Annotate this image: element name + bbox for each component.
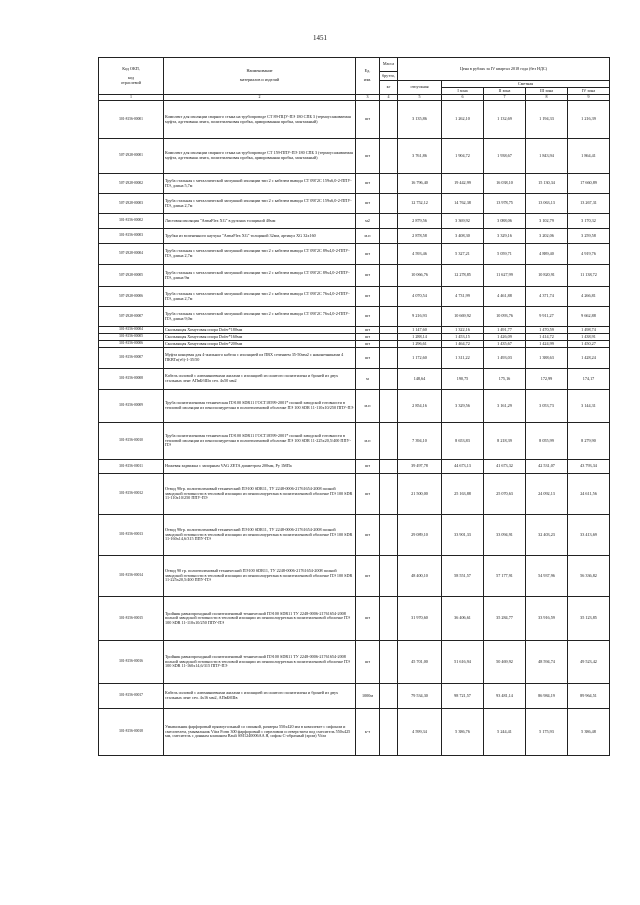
table-cell-zone1-price: 1 322,16 <box>442 327 484 334</box>
table-cell-zone4-price: 1 438,91 <box>568 334 610 341</box>
table-cell-zone4-price: 3 144,31 <box>568 390 610 423</box>
table-cell-zone4-price: 13 267,31 <box>568 194 610 214</box>
table-cell-code: 301-8156-00001 <box>99 101 164 139</box>
table-cell-zone3-price: 1 194,33 <box>526 101 568 139</box>
table-row <box>99 597 610 641</box>
table-cell-code: 507-2928-00006 <box>99 287 164 307</box>
table-cell-code: 301-8156-00010 <box>99 423 164 460</box>
table-cell-mass <box>380 709 398 756</box>
table-cell-zone3-price: 48 594,74 <box>526 641 568 684</box>
table-cell-release-price: 31 970,60 <box>398 597 442 641</box>
table-cell-code: 507-2928-00003 <box>99 194 164 214</box>
table-cell-release-price: 3 135,86 <box>398 101 442 139</box>
table-cell-zone1-price: 5 327,21 <box>442 244 484 265</box>
table-cell-release-price: 1 296,61 <box>398 341 442 348</box>
table-row <box>99 139 610 174</box>
table-cell-code: 301-8156-00012 <box>99 474 164 515</box>
table-cell-unit: шт <box>356 265 380 287</box>
table-cell-zone4-price: 24 611,56 <box>568 474 610 515</box>
table-cell-zone4-price: 11 138,72 <box>568 265 610 287</box>
table-cell-mass <box>380 423 398 460</box>
table-cell-unit: шт <box>356 597 380 641</box>
table-cell-zone1-price: 1 464,72 <box>442 341 484 348</box>
table-cell-zone4-price: 1 498,74 <box>568 327 610 334</box>
table-cell-release-price: 3 761,86 <box>398 139 442 174</box>
table-cell-name: Комплект для изоляции сварного стыка на трубопроводе СТ 89-ПЦУ-ПЭ 180 СПБ 3 (термоусаживаемая муфта, адгезивная лента, полиэтиленовая пробка, армированная пробка, монтажный) <box>164 101 356 139</box>
table-cell-zone2-price: 4 461,88 <box>484 287 526 307</box>
table-cell-release-price: 1 172,60 <box>398 348 442 369</box>
table-cell-name: Скользящая Хомутовая опора Dofer*180мм <box>164 327 356 334</box>
table-row <box>99 474 610 515</box>
table-cell-code: 301-8156-00013 <box>99 515 164 556</box>
table-cell-zone3-price: 1 414,72 <box>526 334 568 341</box>
table-cell-zone1-price: 58 551,57 <box>442 556 484 597</box>
table-cell-zone2-price: 1 493,03 <box>484 348 526 369</box>
table-cell-zone4-price: 1 450,27 <box>568 341 610 348</box>
table-cell-release-price: 4 070,54 <box>398 287 442 307</box>
table-cell-zone1-price: 4 731,99 <box>442 287 484 307</box>
table-cell-release-price: 9 216,93 <box>398 307 442 327</box>
table-cell-mass <box>380 194 398 214</box>
table-cell-zone1-price: 8 653,83 <box>442 423 484 460</box>
table-cell-zone2-price: 1 491,77 <box>484 327 526 334</box>
header-unit: Ед. изм. <box>356 58 380 95</box>
table-cell-zone4-price: 1 864,41 <box>568 139 610 174</box>
table-cell-unit: шт <box>356 341 380 348</box>
table-cell-code: 301-8156-00015 <box>99 597 164 641</box>
table-cell-zone1-price: 25 163,88 <box>442 474 484 515</box>
table-cell-code: 301-8156-00018 <box>99 709 164 756</box>
table-cell-mass <box>380 341 398 348</box>
header-release: отпускная <box>398 81 442 95</box>
table-row <box>99 334 610 341</box>
table-cell-unit: м.п <box>356 390 380 423</box>
table-cell-mass <box>380 597 398 641</box>
table-cell-name: Тройник равнопроходный полиэтиленовый технический ПЭ100 SDR11 ТУ 2248-0006-21761654-2008 полной заводской готовности в тепловой изоляции из пенополиуретана в полиэтиленовой оболочке ПЭ 100 SDR 11-110х10/250 ППУ-ПЭ <box>164 597 356 641</box>
table-cell-release-price: 10 066,76 <box>398 265 442 287</box>
table-cell-release-price: 4 593,46 <box>398 244 442 265</box>
table-cell-zone3-price: 1 470,59 <box>526 327 568 334</box>
table-cell-name: Трубки из вспененного каучука "ArmaFlex XG" толщиной 32мм, артикул XG 32х160 <box>164 229 356 244</box>
table-cell-mass <box>380 229 398 244</box>
table-cell-name: Труба стальная с металлической заглушкой изоляции тип 2 с кабелем вывода СТ 09Г2С 159х6,0-2-ППУ-ПЭ, длина 5,7м <box>164 174 356 194</box>
table-cell-zone3-price: 5 175,93 <box>526 709 568 756</box>
table-cell-zone1-price: 1 311,22 <box>442 348 484 369</box>
table-cell-zone1-price: 190,75 <box>442 369 484 390</box>
table-cell-name: Кабель силовой с алюминиевыми жилами с изоляцией из сшитого полиэтилена и броней из двух стальных лент сеч. 4х16 мм2, АПвБбШв <box>164 684 356 709</box>
table-cell-zone2-price: 11 627,99 <box>484 265 526 287</box>
table-cell-release-price: 7 394,10 <box>398 423 442 460</box>
table-row <box>99 194 610 214</box>
table-cell-zone4-price: 89 964,51 <box>568 684 610 709</box>
table-cell-zone3-price: 54 937,96 <box>526 556 568 597</box>
table-cell-name: Труба стальная с металлической заглушкой изоляции тип 2 с кабелем вывода СТ 09Г2С 159х6,0-2-ППУ-ПЭ, длина 2,7м <box>164 194 356 214</box>
table-cell-zone1-price: 1 262,10 <box>442 101 484 139</box>
table-cell-mass <box>380 265 398 287</box>
table-cell-code: 507-2928-00007 <box>99 307 164 327</box>
table-cell-name: Труба стальная с металлической заглушкой изоляции тип 2 с кабелем вывода СТ 09Г2С 89х4,0-2-ППУ-ПЭ, длина 9м <box>164 265 356 287</box>
table-row <box>99 307 610 327</box>
table-cell-name: Отвод 90гр. полиэтиленовый технический ПЭ100 SDR11, ТУ 2248-0006-21761654-2008 полной заводской готовности в тепловой изоляции из пенополиуретана в полиэтиленовой оболочке ПЭ 100 SDR 11-160х14,6/315 ППУ-ПЭ <box>164 515 356 556</box>
table-cell-name: Листовая изоляция "ArmaFlex XG" в рулонах толщиной 40мм <box>164 214 356 229</box>
table-row <box>99 556 610 597</box>
table-cell-name: Скользящая Хомутовая опора Dofer*160мм <box>164 334 356 341</box>
table-row <box>99 515 610 556</box>
table-cell-zone4-price: 1 216,39 <box>568 101 610 139</box>
table-cell-mass <box>380 390 398 423</box>
table-cell-name: Муфта концевая для 4-жильного кабеля с изоляцией из ПВХ сечением 35-50мм2 с наконечниками 4 ПКВТп(тб)-1-35/50 <box>164 348 356 369</box>
table-cell-unit: шт <box>356 460 380 474</box>
table-cell-unit: м.п <box>356 229 380 244</box>
column-index: 5 <box>398 95 442 101</box>
table-cell-zone2-price: 3 088,06 <box>484 214 526 229</box>
table-row <box>99 709 610 756</box>
table-row <box>99 174 610 194</box>
header-mass: Масса <box>380 58 398 72</box>
table-cell-unit: к-т <box>356 709 380 756</box>
table-cell-zone4-price: 49 523,42 <box>568 641 610 684</box>
table-cell-zone2-price: 25 070,63 <box>484 474 526 515</box>
table-row <box>99 341 610 348</box>
table-cell-zone3-price: 8 055,99 <box>526 423 568 460</box>
table-cell-release-price: 2 854,16 <box>398 390 442 423</box>
table-cell-zone3-price: 3 202,06 <box>526 229 568 244</box>
table-cell-code: 301-8156-00002 <box>99 214 164 229</box>
table-cell-mass <box>380 139 398 174</box>
table-cell-mass <box>380 244 398 265</box>
table-cell-zone2-price: 5 244,41 <box>484 709 526 756</box>
table-cell-unit: шт <box>356 139 380 174</box>
table-cell-code: 301-8156-00014 <box>99 556 164 597</box>
table-cell-zone4-price: 56 336,82 <box>568 556 610 597</box>
table-cell-name: Скользящая Хомутовая опора Dofer*200мм <box>164 341 356 348</box>
table-cell-name: Отвод 90 гр. полиэтиленовый технический ПЭ100 SDR11, ТУ 2248-0006-21761654-2008 полной заводской готовности в тепловой изоляции из пенополиуретана в полиэтиленовой оболочке ПЭ 100 SDR 11-225х20,5/400 ППУ-ПЭ <box>164 556 356 597</box>
table-cell-zone1-price: 10 669,92 <box>442 307 484 327</box>
table-cell-zone3-price: 3 102,79 <box>526 214 568 229</box>
table-cell-zone1-price: 1 453,15 <box>442 334 484 341</box>
table-cell-zone4-price: 3 259,58 <box>568 229 610 244</box>
table-cell-zone2-price: 1 435,67 <box>484 341 526 348</box>
table-cell-zone1-price: 3 408,30 <box>442 229 484 244</box>
table-cell-zone1-price: 14 762,38 <box>442 194 484 214</box>
header-mass-gross: брутто, <box>380 72 398 81</box>
table-cell-zone4-price: 5 386,48 <box>568 709 610 756</box>
table-cell-zone2-price: 1 938,67 <box>484 139 526 174</box>
table-cell-unit: м2 <box>356 214 380 229</box>
table-cell-zone3-price: 13 063,13 <box>526 194 568 214</box>
table-cell-unit: шт <box>356 194 380 214</box>
table-cell-unit: шт <box>356 474 380 515</box>
table-cell-release-price: 45 701,00 <box>398 641 442 684</box>
table-row <box>99 423 610 460</box>
table-cell-zone1-price: 44 673,13 <box>442 460 484 474</box>
table-row <box>99 460 610 474</box>
table-cell-code: 301-8156-00009 <box>99 390 164 423</box>
table-cell-zone4-price: 3 170,32 <box>568 214 610 229</box>
price-table <box>98 57 610 756</box>
table-cell-release-price: 29 089,10 <box>398 515 442 556</box>
column-index: 2 <box>164 95 356 101</box>
table-row <box>99 348 610 369</box>
table-cell-zone1-price: 33 901,33 <box>442 515 484 556</box>
table-cell-mass <box>380 515 398 556</box>
table-row <box>99 684 610 709</box>
table-cell-zone2-price: 10 093,76 <box>484 307 526 327</box>
table-cell-zone4-price: 174,17 <box>568 369 610 390</box>
table-cell-zone4-price: 9 662,88 <box>568 307 610 327</box>
table-cell-name: Труба стальная с металлической заглушкой изоляции тип 2 с кабелем вывода СТ 09Г2С 89х4,0-2-ППУ-ПЭ, длина 2,7м <box>164 244 356 265</box>
table-cell-unit: шт <box>356 556 380 597</box>
table-cell-zone2-price: 33 094,91 <box>484 515 526 556</box>
table-cell-unit: шт <box>356 307 380 327</box>
table-row <box>99 244 610 265</box>
table-cell-unit: шт <box>356 101 380 139</box>
table-cell-name: Тройник равнопроходный полиэтиленовый технический ПЭ100 SDR11 ТУ 2248-0006-21761654-2008 полной заводской готовности в тепловой изоляции из пенополиуретана в полиэтиленовой оболочке ПЭ 100 SDR 11-160х14,6/315 ППУ-ПЭ <box>164 641 356 684</box>
table-cell-zone2-price: 8 218,39 <box>484 423 526 460</box>
header-name: Наименование материалов и изделий <box>164 58 356 95</box>
table-cell-zone1-price: 5 386,76 <box>442 709 484 756</box>
table-cell-mass <box>380 334 398 341</box>
table-cell-name: Труба стальная с металлической заглушкой изоляции тип 2 с кабелем вывода СТ 09Г2С 76х4,0-2-ППУ-ПЭ, длина 2,7м <box>164 287 356 307</box>
table-cell-zone1-price: 19 442,99 <box>442 174 484 194</box>
table-cell-code: 507-2928-00004 <box>99 244 164 265</box>
table-cell-code: 301-8156-00007 <box>99 348 164 369</box>
table-row <box>99 327 610 334</box>
table-cell-unit: шт <box>356 334 380 341</box>
table-cell-code: 301-8156-00011 <box>99 460 164 474</box>
table-cell-mass <box>380 556 398 597</box>
table-cell-unit: шт <box>356 641 380 684</box>
table-row <box>99 369 610 390</box>
table-row <box>99 101 610 139</box>
table-cell-zone4-price: 43 793,34 <box>568 460 610 474</box>
table-cell-code: 507-2928-00001 <box>99 139 164 174</box>
header-zone-3: III зона <box>526 88 568 95</box>
table-cell-release-price: 79 534,30 <box>398 684 442 709</box>
table-cell-mass <box>380 369 398 390</box>
table-cell-unit: шт <box>356 515 380 556</box>
table-row <box>99 229 610 244</box>
table-cell-zone4-price: 17 660,89 <box>568 174 610 194</box>
table-cell-code: 301-8156-00005 <box>99 334 164 341</box>
table-cell-zone4-price: 33 413,69 <box>568 515 610 556</box>
column-index: 8 <box>526 95 568 101</box>
table-cell-name: Ножевая задвижка с запорным VAG ZETA диаметром 200мм, Ру 1МПа <box>164 460 356 474</box>
table-cell-code: 507-2928-00002 <box>99 174 164 194</box>
table-row <box>99 287 610 307</box>
table-cell-zone2-price: 93 481,14 <box>484 684 526 709</box>
table-cell-unit: шт <box>356 244 380 265</box>
table-cell-name: Труба полиэтиленовая техническая ПЭ100 SDR11 ГОСТ18599-2001* полной заводской готовности в тепловой изоляции из пенополиуретана в полиэтиленовой оболочке ПЭ 100 SDR 11-225х20,5/400 ППУ-ПЭ <box>164 423 356 460</box>
header-price-title: Цена в рублях за IV квартал 2018 года (без НДС) <box>398 58 610 81</box>
table-cell-mass <box>380 101 398 139</box>
table-cell-zone3-price: 33 916,59 <box>526 597 568 641</box>
table-cell-zone2-price: 16 038,10 <box>484 174 526 194</box>
table-cell-unit: шт <box>356 287 380 307</box>
table-cell-zone2-price: 50 469,92 <box>484 641 526 684</box>
table-cell-mass <box>380 214 398 229</box>
table-cell-code: 301-8156-00006 <box>99 341 164 348</box>
table-cell-zone4-price: 8 279,90 <box>568 423 610 460</box>
table-cell-zone1-price: 36 406,61 <box>442 597 484 641</box>
table-cell-code: 301-8156-00004 <box>99 327 164 334</box>
column-index: 4 <box>380 95 398 101</box>
table-cell-zone2-price: 3 161,29 <box>484 390 526 423</box>
table-cell-zone3-price: 1 843,94 <box>526 139 568 174</box>
table-cell-zone3-price: 24 092,13 <box>526 474 568 515</box>
table-cell-zone3-price: 32 403,23 <box>526 515 568 556</box>
table-cell-unit: шт <box>356 348 380 369</box>
table-cell-name: Труба полиэтиленовая техническая ПЭ100 SDR11 ГОСТ18599-2001* полной заводской готовности в тепловой изоляции из пенополиуретана в полиэтиленовой оболочке ПЭ 100 SDR 11-110х10/250 ППУ-ПЭ <box>164 390 356 423</box>
table-cell-mass <box>380 174 398 194</box>
table-cell-zone4-price: 35 123,85 <box>568 597 610 641</box>
table-cell-zone3-price: 1 424,99 <box>526 341 568 348</box>
table-cell-zone3-price: 10 820,91 <box>526 265 568 287</box>
table-cell-mass <box>380 307 398 327</box>
table-cell-zone2-price: 57 177,91 <box>484 556 526 597</box>
table-cell-unit: 1000м <box>356 684 380 709</box>
table-cell-zone3-price: 9 911,27 <box>526 307 568 327</box>
table-cell-release-price: 2 878,58 <box>398 229 442 244</box>
table-cell-release-price: 16 796,40 <box>398 174 442 194</box>
header-code: Код ОКП, код отраслевой <box>99 58 164 95</box>
table-cell-name: Умывальник фарфоровый прямоугольный со спинкой, размеры 550х420 мм в комплекте с сифоном и смесителем, умывальник Vitra Form 300 фарфоровый с переливом и отверстием под смеситель 550х425 мм, смеситель с донным клапаном Bauli SM1240006AA Я, сифон С-образный (хром) Vitra <box>164 709 356 756</box>
table-cell-release-price: 4 599,34 <box>398 709 442 756</box>
table-cell-unit: м <box>356 369 380 390</box>
table-row <box>99 641 610 684</box>
table-cell-zone3-price: 15 130,34 <box>526 174 568 194</box>
table-cell-zone3-price: 86 984,19 <box>526 684 568 709</box>
table-cell-zone2-price: 41 673,32 <box>484 460 526 474</box>
table-cell-mass <box>380 474 398 515</box>
table-cell-unit: м.п <box>356 423 380 460</box>
table-row <box>99 390 610 423</box>
table-cell-zone2-price: 3 329,16 <box>484 229 526 244</box>
table-cell-release-price: 48 400,10 <box>398 556 442 597</box>
table-cell-name: Труба стальная с металлической заглушкой изоляции тип 2 с кабелем вывода СТ 09Г2С 76х4,0-2-ППУ-ПЭ, длина 9,0м <box>164 307 356 327</box>
table-cell-code: 301-8156-00008 <box>99 369 164 390</box>
header-zone-2: II зона <box>484 88 526 95</box>
table-cell-zone3-price: 3 053,73 <box>526 390 568 423</box>
table-cell-zone2-price: 1 132,69 <box>484 101 526 139</box>
table-cell-zone2-price: 35 284,77 <box>484 597 526 641</box>
table-cell-zone3-price: 1 388,63 <box>526 348 568 369</box>
column-index: 3 <box>356 95 380 101</box>
table-cell-zone1-price: 51 616,94 <box>442 641 484 684</box>
header-zone-4: IV зона <box>568 88 610 95</box>
table-cell-name: Отвод 90гр. полиэтиленовый технический ПЭ100 SDR11, ТУ 2248-0006-21761654-2008 полной заводской готовности в тепловой изоляции из пенополиуретана в полиэтиленовой оболочке ПЭ 100 SDR 11-110х10/250 ППУ-ПЭ <box>164 474 356 515</box>
table-cell-zone2-price: 1 426,09 <box>484 334 526 341</box>
table-cell-name: Кабель силовой с алюминиевыми жилами с изоляцией из сшитого полиэтилена и броней из двух стальных лент АПвБбШп сеч. 4х50 мм2 <box>164 369 356 390</box>
table-row <box>99 214 610 229</box>
table-cell-release-price: 1 288,14 <box>398 334 442 341</box>
column-index: 6 <box>442 95 484 101</box>
table-cell-zone4-price: 1 428,24 <box>568 348 610 369</box>
column-index: 1 <box>99 95 164 101</box>
table-cell-zone3-price: 172,99 <box>526 369 568 390</box>
table-cell-zone1-price: 3 329,56 <box>442 390 484 423</box>
table-cell-zone3-price: 4 371,74 <box>526 287 568 307</box>
header-mass-unit: кг <box>380 81 398 95</box>
table-cell-name: Комплект для изоляции сварного стыка на трубопроводе СТ 159-ППУ-ПЭ 180 СПБ 3 (термоусаживаемая муфта, адгезивная лента, полиэтиленовая пробка, армированная пробка, монтажный) <box>164 139 356 174</box>
page-number: 1451 <box>313 34 327 42</box>
header-zone-1: I зона <box>442 88 484 95</box>
table-cell-release-price: 2 879,56 <box>398 214 442 229</box>
table-cell-mass <box>380 348 398 369</box>
table-cell-zone1-price: 3 369,92 <box>442 214 484 229</box>
column-index: 9 <box>568 95 610 101</box>
table-cell-zone2-price: 13 978,75 <box>484 194 526 214</box>
table-cell-code: 301-8156-00016 <box>99 641 164 684</box>
table-cell-zone3-price: 42 531,07 <box>526 460 568 474</box>
table-cell-zone4-price: 4 266,81 <box>568 287 610 307</box>
table-cell-unit: шт <box>356 327 380 334</box>
table-cell-release-price: 39 497,78 <box>398 460 442 474</box>
table-cell-mass <box>380 641 398 684</box>
table-cell-code: 301-8156-00003 <box>99 229 164 244</box>
table-row <box>99 265 610 287</box>
table-cell-release-price: 12 752,12 <box>398 194 442 214</box>
table-cell-zone3-price: 4 889,40 <box>526 244 568 265</box>
table-cell-zone1-price: 98 721,57 <box>442 684 484 709</box>
table-cell-release-price: 1 147,60 <box>398 327 442 334</box>
table-cell-zone2-price: 175,16 <box>484 369 526 390</box>
table-cell-mass <box>380 460 398 474</box>
header-estimate: Сметная <box>442 81 610 88</box>
table-cell-mass <box>380 287 398 307</box>
table-cell-code: 301-8156-00017 <box>99 684 164 709</box>
table-cell-release-price: 148,64 <box>398 369 442 390</box>
column-index: 7 <box>484 95 526 101</box>
table-cell-release-price: 21 500,00 <box>398 474 442 515</box>
table-cell-zone1-price: 12 278,85 <box>442 265 484 287</box>
table-cell-mass <box>380 327 398 334</box>
table-cell-mass <box>380 684 398 709</box>
table-cell-zone2-price: 5 059,71 <box>484 244 526 265</box>
table-cell-code: 507-2928-00005 <box>99 265 164 287</box>
table-cell-zone4-price: 4 919,76 <box>568 244 610 265</box>
table-cell-zone1-price: 1 904,72 <box>442 139 484 174</box>
table-cell-unit: шт <box>356 174 380 194</box>
